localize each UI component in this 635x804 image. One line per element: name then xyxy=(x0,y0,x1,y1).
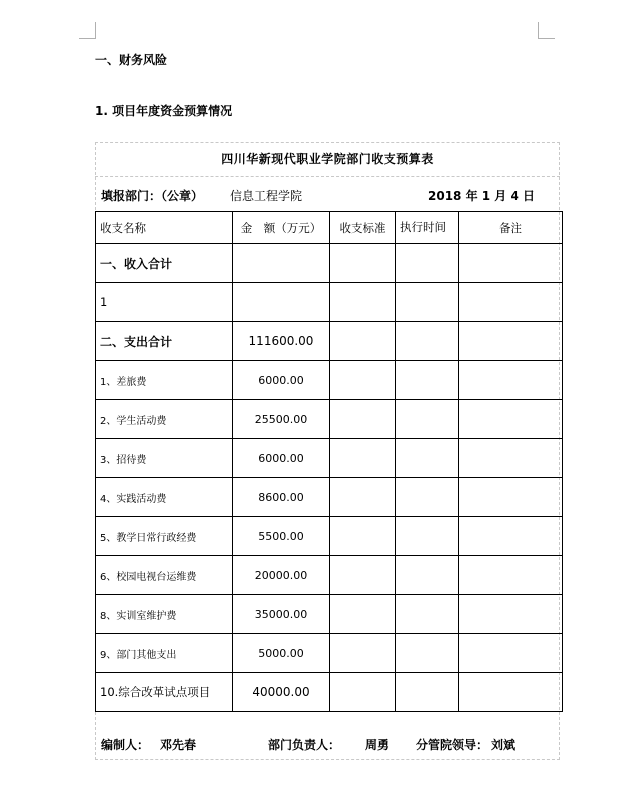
table-row xyxy=(96,400,563,439)
row-note xyxy=(459,283,563,322)
preparer-name: 邓先春 xyxy=(160,738,197,752)
filler-label: 填报部门：（公章） xyxy=(101,189,204,203)
table-row xyxy=(96,244,563,283)
row-time xyxy=(396,283,459,322)
crop-mark-top-right xyxy=(538,22,555,39)
row-note xyxy=(459,322,563,361)
row-amount: 40000.00 xyxy=(233,673,330,712)
row-name: 1 xyxy=(96,283,233,322)
row-time xyxy=(396,595,459,634)
row-name: 2、学生活动费 xyxy=(96,400,233,439)
row-standard xyxy=(330,556,396,595)
table-header-row xyxy=(96,212,563,244)
row-amount: 35000.00 xyxy=(233,595,330,634)
row-time xyxy=(396,400,459,439)
row-amount: 20000.00 xyxy=(233,556,330,595)
row-note xyxy=(459,400,563,439)
row-note xyxy=(459,556,563,595)
table-row xyxy=(96,439,563,478)
row-name: 一、收入合计 xyxy=(96,244,233,283)
row-note xyxy=(459,634,563,673)
row-standard xyxy=(330,673,396,712)
row-note xyxy=(459,478,563,517)
row-amount: 8600.00 xyxy=(233,478,330,517)
row-amount: 6000.00 xyxy=(233,361,330,400)
row-amount xyxy=(233,244,330,283)
row-standard xyxy=(330,400,396,439)
header-note: 备注 xyxy=(459,212,563,244)
row-time xyxy=(396,322,459,361)
crop-mark-top-left xyxy=(79,22,96,39)
budget-table xyxy=(95,211,563,712)
row-name: 10.综合改革试点项目 xyxy=(96,673,233,712)
row-name: 二、支出合计 xyxy=(96,322,233,361)
header-time: 执行时间 xyxy=(396,212,459,244)
table-title: 四川华新现代职业学院部门收支预算表 xyxy=(221,152,434,166)
row-standard xyxy=(330,361,396,400)
table-row xyxy=(96,322,563,361)
table-row xyxy=(96,517,563,556)
row-time xyxy=(396,439,459,478)
row-amount: 111600.00 xyxy=(233,322,330,361)
row-amount: 5000.00 xyxy=(233,634,330,673)
row-standard xyxy=(330,439,396,478)
row-time xyxy=(396,361,459,400)
dept-head-label: 部门负责人： xyxy=(268,738,341,752)
header-name: 收支名称 xyxy=(96,212,233,244)
leader-label: 分管院领导： xyxy=(416,738,489,752)
row-note xyxy=(459,595,563,634)
table-row xyxy=(96,595,563,634)
row-standard xyxy=(330,244,396,283)
row-name: 5、教学日常行政经费 xyxy=(96,517,233,556)
row-amount: 6000.00 xyxy=(233,439,330,478)
table-row xyxy=(96,478,563,517)
preparer-label: 编制人： xyxy=(101,738,150,752)
report-date: 2018 年 1 月 4 日 xyxy=(428,189,535,203)
table-row xyxy=(96,673,563,712)
row-name: 1、差旅费 xyxy=(96,361,233,400)
row-note xyxy=(459,244,563,283)
section-heading: 一、财务风险 xyxy=(95,53,168,67)
table-row xyxy=(96,361,563,400)
row-name: 4、实践活动费 xyxy=(96,478,233,517)
row-time xyxy=(396,673,459,712)
row-standard xyxy=(330,478,396,517)
row-name: 8、实训室维护费 xyxy=(96,595,233,634)
row-amount: 25500.00 xyxy=(233,400,330,439)
dept-head-name: 周勇 xyxy=(365,738,390,752)
row-time xyxy=(396,244,459,283)
row-time xyxy=(396,556,459,595)
row-standard xyxy=(330,322,396,361)
row-note xyxy=(459,361,563,400)
table-row xyxy=(96,556,563,595)
header-standard: 收支标准 xyxy=(330,212,396,244)
row-note xyxy=(459,439,563,478)
row-name: 3、招待费 xyxy=(96,439,233,478)
row-amount xyxy=(233,283,330,322)
row-note xyxy=(459,517,563,556)
row-time xyxy=(396,517,459,556)
table-row xyxy=(96,283,563,322)
header-amount: 金 额（万元） xyxy=(233,212,330,244)
row-standard xyxy=(330,634,396,673)
row-note xyxy=(459,673,563,712)
row-name: 6、校园电视台运维费 xyxy=(96,556,233,595)
row-standard xyxy=(330,595,396,634)
row-time xyxy=(396,634,459,673)
leader-name: 刘斌 xyxy=(491,738,516,752)
row-standard xyxy=(330,283,396,322)
department-name: 信息工程学院 xyxy=(230,189,303,203)
row-name: 9、部门其他支出 xyxy=(96,634,233,673)
row-amount: 5500.00 xyxy=(233,517,330,556)
row-standard xyxy=(330,517,396,556)
table-row xyxy=(96,634,563,673)
title-divider xyxy=(95,176,560,177)
subsection-heading: 1. 项目年度资金预算情况 xyxy=(95,104,233,118)
row-time xyxy=(396,478,459,517)
